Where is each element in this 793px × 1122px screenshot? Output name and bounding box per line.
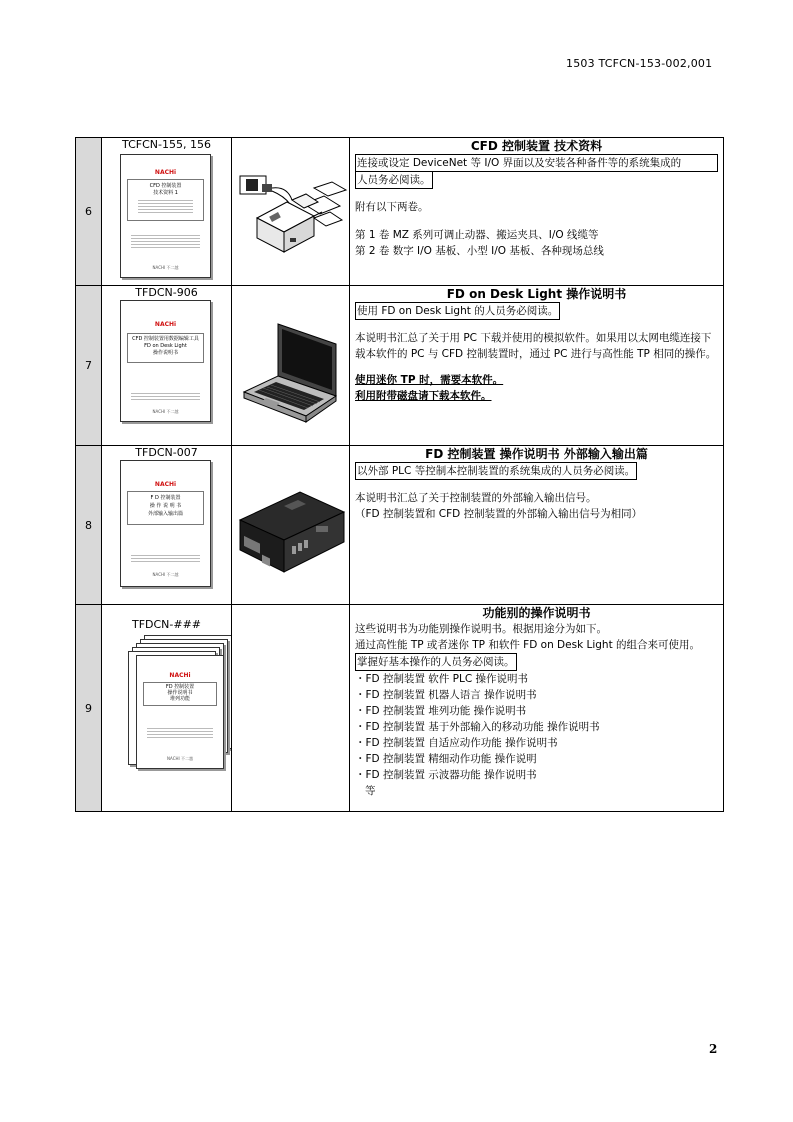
description-cell — [350, 605, 724, 812]
manual-cover — [120, 154, 211, 278]
cover-title-line: 操 作 说 明 书 — [149, 503, 182, 509]
manual-code: TFDCN-906 — [135, 286, 198, 299]
page-number: 2 — [709, 1042, 718, 1056]
list-item: ・FD 控制装置 自适应动作功能 操作说明书 — [355, 737, 558, 749]
row-number: 9 — [76, 605, 102, 812]
section-title: FD on Desk Light 操作说明书 — [446, 287, 627, 301]
list-item: ・FD 控制装置 基于外部输入的移动功能 操作说明书 — [355, 721, 600, 733]
volume-2: 第 2 卷 数字 I/O 基板、小型 I/O 基板、各种现场总线 — [355, 245, 604, 257]
manual-code: TFDCN-007 — [135, 446, 198, 459]
laptop-icon — [232, 286, 350, 441]
body-text: 附有以下两卷。 — [355, 201, 429, 213]
section-title: 功能别的操作说明书 — [482, 606, 591, 620]
cover-publisher: NACHI 不二越 — [152, 265, 179, 270]
body-text: 本说明书汇总了关于用 PC 下载并使用的模拟软件。如果用以太网电缆连接下载本软件的 PC 与 CFD 控制装置时，通过 PC 进行与高性能 TP 相同的操作。 — [355, 332, 717, 360]
manual-code: TCFCN-155, 156 — [122, 138, 211, 151]
important-note: 利用附带磁盘请下载本软件。 — [355, 390, 492, 402]
row-number: 8 — [76, 446, 102, 605]
cover-title-line: CFD 控制装置用数据编辑工具 — [132, 336, 199, 342]
product-image-cell — [232, 286, 350, 446]
manual-cover-cell — [102, 138, 232, 286]
manual-cover — [120, 460, 211, 587]
cover-title-line: 堆列功能 — [169, 696, 190, 702]
product-image-cell — [232, 446, 350, 605]
body-text: 通过高性能 TP 或者迷你 TP 和软件 FD on Desk Light 的组合来可使用。 — [355, 639, 701, 651]
cover-publisher: NACHI 不二越 — [167, 756, 193, 761]
cover-title-line: 操作说明书 — [167, 690, 193, 696]
cover-publisher: NACHI 不二越 — [152, 409, 179, 414]
cover-title-line: F D 控制装置 — [150, 495, 181, 501]
target-reader-note — [355, 154, 718, 172]
cover-title-line: CFD 控制装置 — [149, 183, 182, 189]
row-number: 6 — [76, 138, 102, 286]
document-id: 1503 TCFCN-153-002,001 — [566, 57, 713, 70]
cover-title-line: FD 控制装置 — [165, 684, 195, 690]
body-text: 本说明书汇总了关于控制装置的外部输入输出信号。 — [355, 492, 597, 504]
cover-title-line: 操作说明书 — [152, 350, 178, 356]
brand-logo: NACHi — [154, 169, 177, 176]
cover-title-line: FD on Desk Light — [144, 343, 187, 349]
volume-1: 第 1 卷 MZ 系列可调止动器、搬运夹具、I/O 线缆等 — [355, 229, 599, 241]
manual-cover — [136, 655, 224, 769]
table-row — [76, 138, 724, 286]
table-row — [76, 605, 724, 812]
cover-title-line: 技术资料 1 — [153, 190, 178, 196]
product-image-cell — [232, 605, 350, 812]
list-item: ・FD 控制装置 示波器功能 操作说明书 — [355, 769, 537, 781]
manual-code: TFDCN-### — [131, 618, 202, 631]
manual-cover — [120, 300, 211, 422]
section-title: FD 控制装置 操作说明书 外部输入输出篇 — [425, 447, 648, 461]
manual-cover-cell — [102, 286, 232, 446]
description-cell — [350, 286, 724, 446]
note-line: 人员务必阅读。 — [355, 171, 433, 189]
row-number: 7 — [76, 286, 102, 446]
list-item: ・FD 控制装置 软件 PLC 操作说明书 — [355, 673, 528, 685]
list-item: ・FD 控制装置 精细动作功能 操作说明 — [355, 753, 537, 765]
brand-logo: NACHi — [154, 321, 177, 328]
manual-cover-cell — [102, 446, 232, 605]
table-row — [76, 446, 724, 605]
target-reader-note: 以外部 PLC 等控制本控制装置的系统集成的人员务必阅读。 — [355, 462, 637, 480]
important-note: 使用迷你 TP 时，需要本软件。 — [355, 374, 504, 386]
table-row — [76, 286, 724, 446]
product-image-cell — [232, 138, 350, 286]
manual-cover-cell — [102, 605, 232, 812]
brand-logo: NACHi — [169, 672, 191, 679]
cover-publisher: NACHI 不二越 — [152, 572, 179, 577]
description-cell — [350, 446, 724, 605]
description-cell — [350, 138, 724, 286]
list-etc: 等 — [365, 785, 376, 797]
controller-cabinet-icon — [232, 446, 350, 600]
section-title: CFD 控制装置 技术资料 — [470, 139, 603, 153]
body-text: 这些说明书为功能别操作说明书。根据用途分为如下。 — [355, 623, 607, 635]
list-item: ・FD 控制装置 堆列功能 操作说明书 — [355, 705, 527, 717]
cover-title-line: 外部输入输出篇 — [147, 511, 183, 517]
manual-table — [75, 137, 724, 812]
controller-with-cables-icon — [232, 138, 350, 281]
note-line: 连接或设定 DeviceNet 等 I/O 界面以及安装各种备件等的系统集成的 — [357, 157, 682, 169]
list-item: ・FD 控制装置 机器人语言 操作说明书 — [355, 689, 537, 701]
target-reader-note: 掌握好基本操作的人员务必阅读。 — [355, 653, 517, 671]
brand-logo: NACHi — [154, 481, 177, 488]
body-text: （FD 控制装置和 CFD 控制装置的外部输入输出信号为相同） — [355, 508, 643, 520]
target-reader-note: 使用 FD on Desk Light 的人员务必阅读。 — [355, 302, 560, 320]
